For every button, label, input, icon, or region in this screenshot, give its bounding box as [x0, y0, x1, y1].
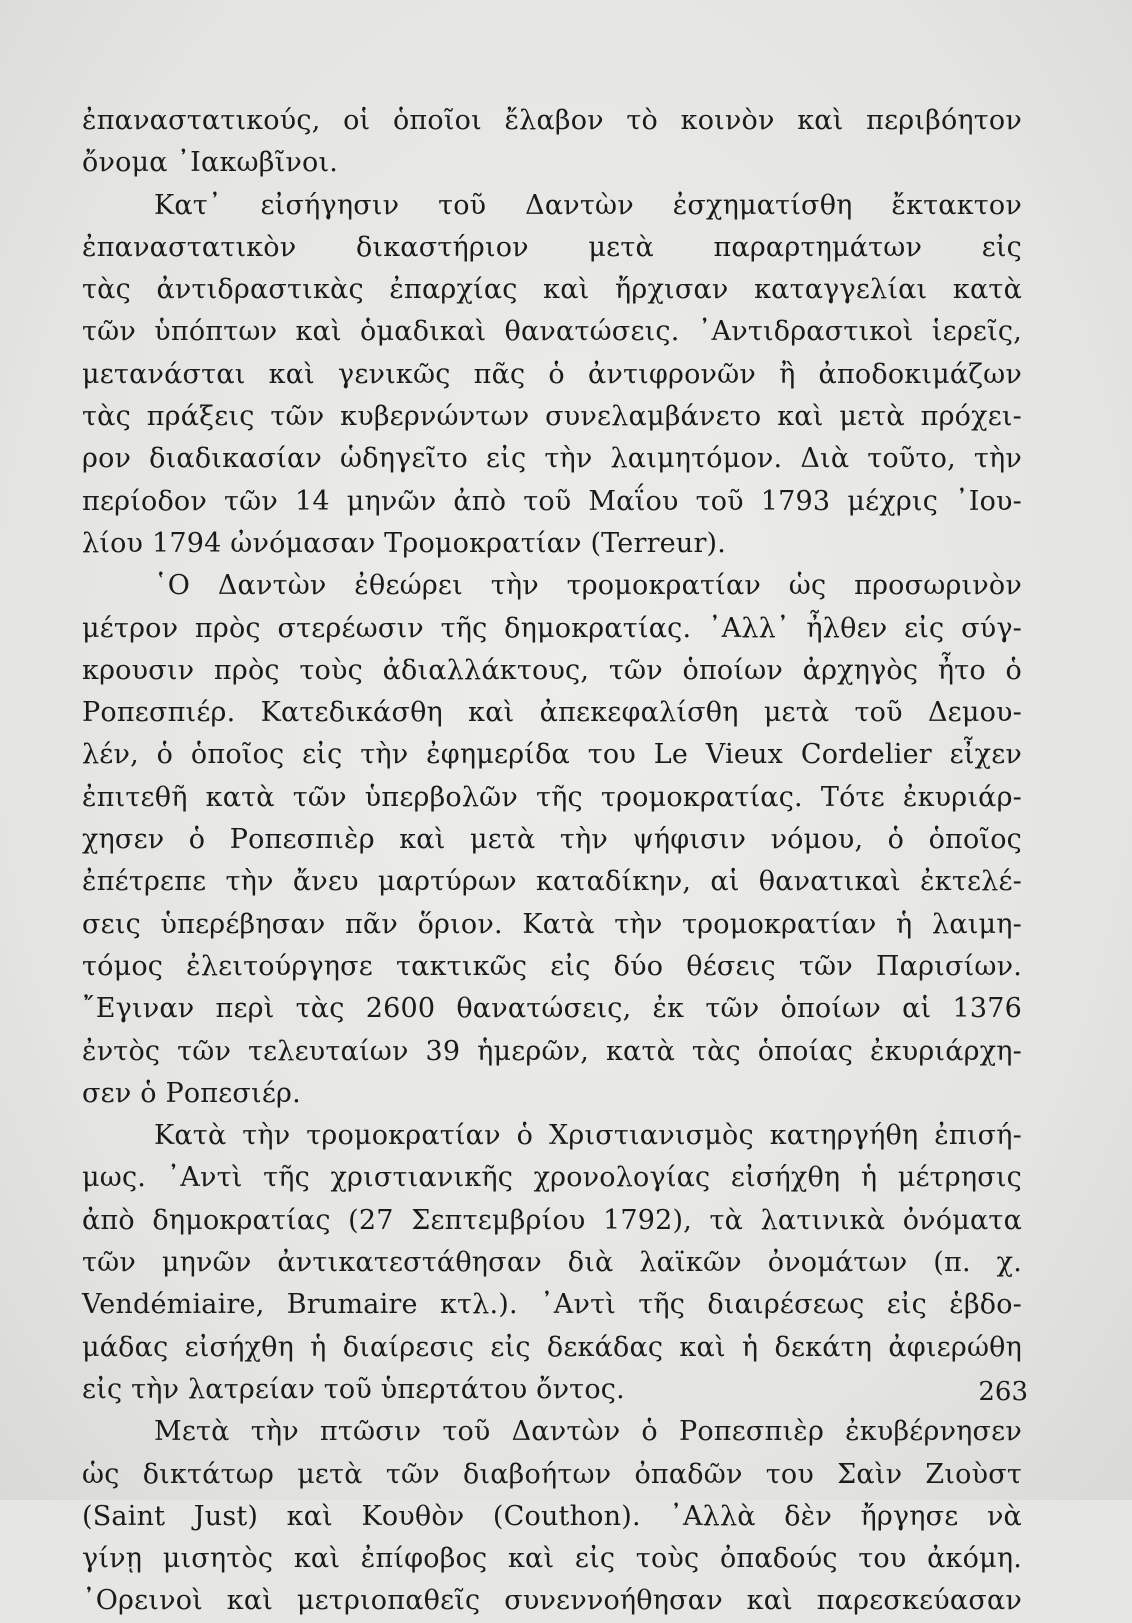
text-line: εἰς τὴν λατρείαν τοῦ ὑπερτάτου ὄντος. — [82, 1373, 625, 1405]
text-line: ἐντὸς τῶν τελευταίων 39 ἡμερῶν, κατὰ τὰς ὁποίας ἐκυριάρχη- — [82, 1035, 1022, 1067]
text-line: σεν ὁ Ροπεσιέρ. — [82, 1077, 301, 1109]
text-line: περίοδον τῶν 14 μηνῶν ἀπὸ τοῦ Μαΐου τοῦ 1793 μέχρις ᾿Ιου- — [82, 485, 1022, 517]
text-line: τὰς ἀντιδραστικὰς ἐπαρχίας καὶ ἤρχισαν καταγγελίαι κατὰ — [82, 274, 1022, 306]
text-line: Κατ᾿ εἰσήγησιν τοῦ Δαντὼν ἐσχηματίσθη ἔκτακτον — [154, 189, 1022, 221]
text-line: ἐπαναστατικούς, οἱ ὁποῖοι ἔλαβον τὸ κοινὸν καὶ περιβόητον — [82, 105, 1022, 136]
text-line: (Saint Just) καὶ Κουθὸν (Couthon). ᾿Αλλὰ δὲν ἤργησε νὰ — [82, 1500, 1022, 1532]
text-line: ἐπαναστατικὸν δικαστήριον μετὰ παραρτημάτων εἰς — [82, 231, 1022, 263]
text-line: ὡς δικτάτωρ μετὰ τῶν διαβοήτων ὀπαδῶν του Σαὶν Ζιοὺστ — [82, 1458, 1022, 1490]
text-line: Μετὰ τὴν πτῶσιν τοῦ Δαντὼν ὁ Ροπεσπιὲρ ἐκυβέρνησεν — [154, 1416, 1022, 1448]
text-line: τῶν μηνῶν ἀντικατεστάθησαν διὰ λαϊκῶν ὀνομάτων (π. χ. — [82, 1247, 1022, 1279]
text-line: Ροπεσπιέρ. Κατεδικάσθη καὶ ἀπεκεφαλίσθη μετὰ τοῦ Δεμου- — [82, 697, 1022, 729]
text-line: μέτρον πρὸς στερέωσιν τῆς δημοκρατίας. ᾿Αλλ᾿ ἦλθεν εἰς σύγ- — [82, 612, 1022, 644]
text-line: μως. ᾿Αντὶ τῆς χριστιανικῆς χρονολογίας εἰσήχθη ἡ μέτρησις — [82, 1162, 1022, 1194]
text-line: λίου 1794 ὠνόμασαν Τρομοκρατίαν (Terreur). — [82, 527, 727, 559]
text-line: μάδας εἰσήχθη ἡ διαίρεσις εἰς δεκάδας καὶ ἡ δεκάτη ἀφιερώθη — [82, 1331, 1022, 1363]
text-line: ὄνομα ᾿Ιακωβῖνοι. — [82, 147, 339, 179]
text-line: ῎Εγιναν περὶ τὰς 2600 θανατώσεις, ἐκ τῶν ὁποίων αἱ 1376 — [82, 993, 1022, 1025]
text-line: ᾿Ορεινοὶ καὶ μετριοπαθεῖς συνεννοήθησαν καὶ παρεσκεύασαν — [82, 1585, 1022, 1617]
text-line: μετανάσται καὶ γενικῶς πᾶς ὁ ἀντιφρονῶν ἢ ἀποδοκιμάζων — [82, 358, 1022, 390]
page-number: 263 — [978, 1377, 1028, 1407]
text-line: τόμος ἐλειτούργησε τακτικῶς εἰς δύο θέσεις τῶν Παρισίων. — [82, 950, 1022, 982]
text-line: γίνῃ μισητὸς καὶ ἐπίφοβος καὶ εἰς τοὺς ὀπαδούς του ἀκόμη. — [82, 1543, 1022, 1575]
text-line: χησεν ὁ Ροπεσπιὲρ καὶ μετὰ τὴν ψήφισιν νόμου, ὁ ὁποῖος — [82, 824, 1022, 856]
text-line: τῶν ὑπόπτων καὶ ὁμαδικαὶ θανατώσεις. ᾿Αντιδραστικοὶ ἱερεῖς, — [82, 316, 1022, 348]
body-text — [82, 100, 1022, 1623]
text-line: λέν, ὁ ὁποῖος εἰς τὴν ἐφημερίδα του Le Vieux Cordelier εἶχεν — [82, 739, 1022, 771]
text-line: ρον διαδικασίαν ὡδηγεῖτο εἰς τὴν λαιμητόμον. Διὰ τοῦτο, τὴν — [82, 443, 1022, 475]
text-line: ἀπὸ δημοκρατίας (27 Σεπτεμβρίου 1792), τὰ λατινικὰ ὀνόματα — [82, 1204, 1022, 1236]
text-line: Κατὰ τὴν τρομοκρατίαν ὁ Χριστιανισμὸς κατηργήθη ἐπισή- — [154, 1120, 1022, 1152]
text-line: τὰς πράξεις τῶν κυβερνώντων συνελαμβάνετο καὶ μετὰ πρόχει- — [82, 401, 1022, 433]
text-line: ἐπέτρεπε τὴν ἄνευ μαρτύρων καταδίκην, αἱ θανατικαὶ ἐκτελέ- — [82, 866, 1022, 898]
text-line: κρουσιν πρὸς τοὺς ἀδιαλλάκτους, τῶν ὁποίων ἀρχηγὸς ἦτο ὁ — [82, 654, 1022, 686]
text-line: Vendémiaire, Brumaire κτλ.). ᾿Αντὶ τῆς διαιρέσεως εἰς ἑβδο- — [82, 1289, 1022, 1321]
text-line: σεις ὑπερέβησαν πᾶν ὅριον. Κατὰ τὴν τρομοκρατίαν ἡ λαιμη- — [82, 908, 1022, 940]
text-line: ῾Ο Δαντὼν ἐθεώρει τὴν τρομοκρατίαν ὡς προσωρινὸν — [154, 570, 1022, 602]
text-line: ἐπιτεθῆ κατὰ τῶν ὑπερβολῶν τῆς τρομοκρατίας. Τότε ἐκυριάρ- — [82, 781, 1022, 813]
